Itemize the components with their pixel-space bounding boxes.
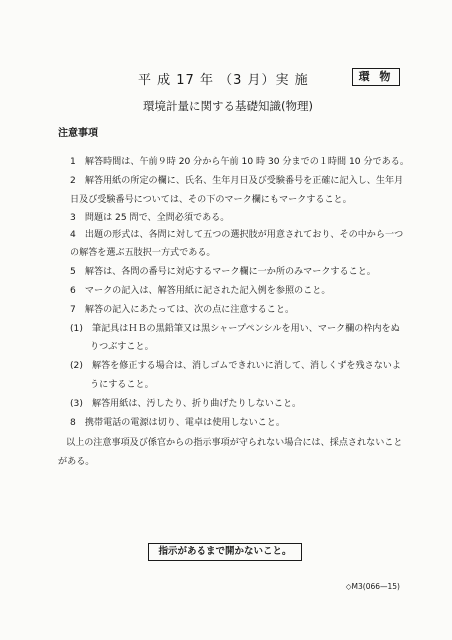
category-box: 環 物 bbox=[352, 68, 400, 86]
note-line: うにすること。 bbox=[90, 380, 154, 390]
note-line: 日及び受験番号については、その下のマーク欄にもマークすること。 bbox=[70, 195, 352, 205]
note-line: 6 マークの記入は、解答用紙に記された記入例を参照のこと。 bbox=[70, 286, 331, 296]
note-line: (2) 解答を修正する場合は、消しゴムできれいに消して、消しくずを残さないよ bbox=[70, 361, 401, 371]
note-line: 8 携帯電話の電源は切り、電卓は使用しないこと。 bbox=[70, 418, 285, 428]
note-line: 2 解答用紙の所定の欄に、氏名、生年月日及び受験番号を正確に記入し、生年月 bbox=[70, 176, 404, 186]
note-line: 3 問題は 25 問で、全問必須である。 bbox=[70, 213, 230, 223]
document-code: ◇M3(066—15) bbox=[345, 582, 400, 591]
note-line: りつぶすこと。 bbox=[90, 342, 154, 352]
note-line: 7 解答の記入にあたっては、次の点に注意すること。 bbox=[70, 305, 295, 315]
note-line: 5 解答は、各問の番号に対応するマーク欄に一か所のみマークすること。 bbox=[70, 267, 376, 277]
note-line: 1 解答時間は、午前９時 20 分から午前 10 時 30 分までの１時間 10 分である。 bbox=[70, 157, 409, 167]
note-line: (1) 筆記具はＨＢの黒鉛筆又は黒シャープペンシルを用い、マーク欄の枠内をぬ bbox=[70, 324, 400, 334]
note-line: 以上の注意事項及び係官からの指示事項が守られない場合には、採点されないこと bbox=[66, 438, 403, 448]
note-line: の解答を選ぶ五肢択一方式である。 bbox=[70, 248, 216, 258]
exam-subject: 環境計量に関する基礎知識(物理) bbox=[143, 99, 313, 113]
note-line: 4 出題の形式は、各問に対して五つの選択肢が用意されており、その中から一つ bbox=[70, 230, 404, 240]
note-line: (3) 解答用紙は、汚したり、折り曲げたりしないこと。 bbox=[70, 399, 302, 409]
notes-heading: 注意事項 bbox=[58, 128, 98, 139]
do-not-open-notice: 指示があるまで開かないこと。 bbox=[148, 543, 302, 561]
note-line: がある。 bbox=[58, 457, 95, 467]
exam-date-title: 平 成 17 年 （3 月）実 施 bbox=[138, 73, 309, 88]
